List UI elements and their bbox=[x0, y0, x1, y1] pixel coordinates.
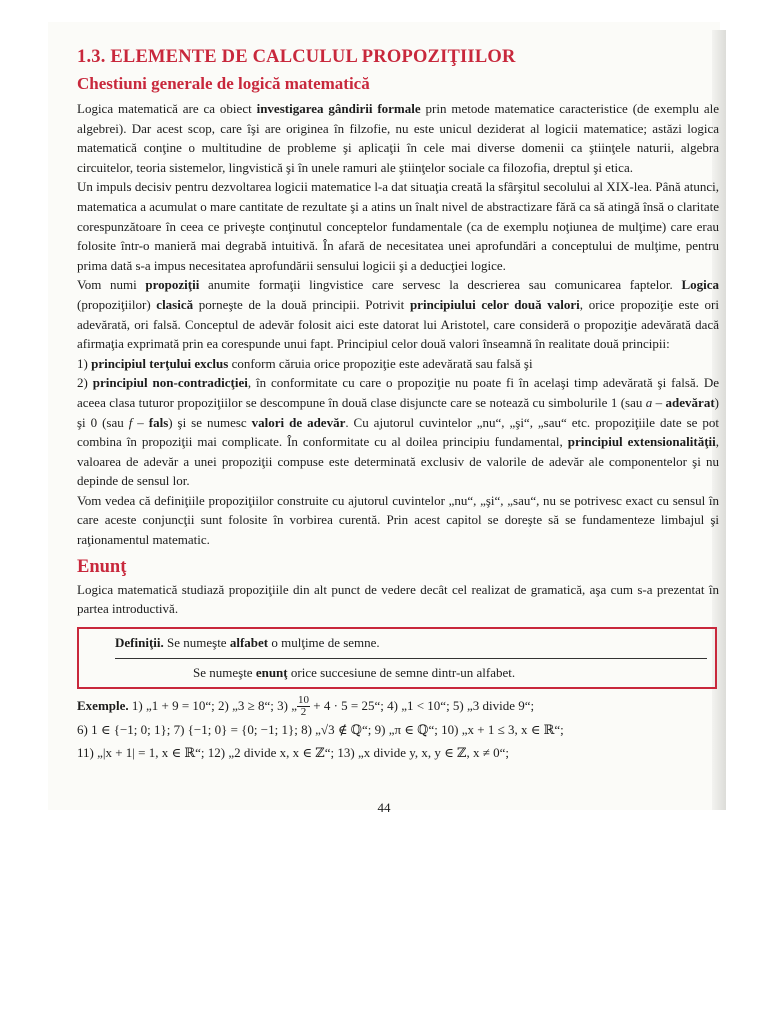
bold-term: principiul terţului exclus bbox=[91, 355, 229, 371]
page-number: 44 bbox=[377, 800, 391, 815]
examples-line-3: 11) „|x + 1| = 1, x ∈ ℝ“; 12) „2 divide x, x ∈ ℤ“; 13) „x divide y, x, y ∈ ℤ, x ≠ 0“; bbox=[77, 745, 510, 761]
text: (propoziţiilor) bbox=[77, 296, 157, 312]
text: Se numeşte bbox=[193, 664, 256, 680]
bold-term: clasică bbox=[156, 296, 194, 312]
fraction-denominator: 2 bbox=[300, 706, 307, 719]
math-var: a bbox=[645, 394, 653, 410]
math-var: f bbox=[128, 414, 133, 430]
definition-box bbox=[77, 627, 717, 689]
text: conform căruia orice propoziţie este adevărată sau falsă şi bbox=[228, 355, 533, 371]
text: ) şi se numesc bbox=[168, 414, 252, 430]
examples-label: Exemple. bbox=[77, 697, 129, 713]
bold-term: adevărat bbox=[665, 394, 715, 410]
bold-term: propoziţii bbox=[145, 277, 200, 293]
paragraph-intro bbox=[77, 99, 719, 177]
text: anumite formaţii lingvistice care servesc la descrierea sau comunicarea faptelor. bbox=[199, 277, 682, 293]
bold-term: principiului celor două valori bbox=[409, 296, 580, 312]
fraction-numerator: 10 bbox=[298, 694, 309, 707]
section-title: 1.3. ELEMENTE DE CALCULUL PROPOZIŢIILOR bbox=[77, 47, 516, 67]
examples-line-1 bbox=[77, 694, 719, 719]
section2-title: Enunţ bbox=[77, 556, 127, 577]
paragraph-conclusion: Vom vedea că definiţiile propoziţiilor construite cu ajutorul cuvintelor „nu“, „şi“, „sau“, nu se potrivesc exact cu sensul în care aceste conjuncţii sunt folosite în vorbirea curentă. Prin acest capitol se doreşte să se fundamenteze limbajul şi raţionamentul matematic. bbox=[77, 492, 719, 548]
text: orice succesiune de semne dintr-un alfabet. bbox=[287, 664, 516, 680]
text: Vom numi bbox=[77, 277, 146, 293]
text: porneşte de la două principii. Potrivit bbox=[193, 296, 410, 312]
text: . Cu ajutorul cuvintelor „nu“, „şi“, „sau“ etc. propoziţiile date se pot combina în propoziţii mai complicate. În conformitate cu al doilea principiu fundamental, bbox=[77, 414, 720, 450]
text: 1) bbox=[77, 355, 92, 371]
text: Logica matematică are ca obiect bbox=[77, 101, 257, 116]
definition-label: Definiţii. bbox=[115, 634, 164, 650]
bold-term: fals bbox=[148, 414, 169, 430]
bold-term: enunţ bbox=[255, 664, 288, 680]
document-page bbox=[77, 44, 719, 764]
bold-term: alfabet bbox=[229, 634, 269, 650]
bold-term: principiul non-contradicţiei bbox=[92, 375, 248, 391]
paragraph-propositions bbox=[77, 275, 719, 353]
bold-term: Logica bbox=[681, 277, 719, 293]
text: ) şi 0 (sau bbox=[77, 394, 719, 430]
text: , orice propoziţie este ori adevărată, ori falsă. Conceptul de adevăr folosit aici este datorat lui Aristotel, care consideră o propoziţie adevărată dacă afirmaţia exprimată prin ea corespunde unui fapt. Principiul celor două valori înseamnă în realitate două principii: bbox=[77, 296, 719, 352]
text: + 4 · 5 = 25“; 4) „1 < 10“; 5) „3 divide 9“; bbox=[310, 697, 535, 713]
definition-enunt bbox=[115, 658, 707, 682]
text: 1) „1 + 9 = 10“; 2) „3 ≥ 8“; 3) „ bbox=[128, 697, 297, 713]
text: – bbox=[132, 414, 149, 430]
text: Se numeşte bbox=[163, 634, 230, 650]
text: prin metode matematice caracteristice (de exemplu ale algebrei). Dar acest scop, care îşi are originea în filzofie, nu este unicul deziderat al logicii matematice; astăzi logica matematică conţine o multitudine de probleme şi aplicaţii în cele mai diverse domenii ca ştiinţele naturii, algebra circuitelor, teoria sistemelor, lingvistică şi în unele ramuri ale ştiinţelor sociale ca filozofia, dreptul şi etica. bbox=[77, 101, 719, 175]
paragraph-history: Un impuls decisiv pentru dezvoltarea logicii matematice l-a dat situaţia creată la sfârşitul secolului al XIX-lea. Până atunci, matematica a acumulat o mare cantitate de rezultate şi a atins un înalt nivel de abstractizare fără ca să atingă însă o claritate corespunzătoare în ceea ce priveşte conţinutul conceptelor fundamentale (ca de exemplu noţiunea de mulţime) care erau folosite într-o manieră mai degrabă intuitivă. În afară de necesitatea unei aprofundări a conceptului de mulţime, pentru prima dată s-a impus necesitatea aprofundării sensului logicii şi a deducţiei logice. bbox=[77, 179, 719, 273]
fraction bbox=[297, 695, 310, 718]
paragraph-principle-1 bbox=[77, 354, 719, 374]
text: o mulţime de semne. bbox=[268, 634, 380, 650]
bold-term: principiul extensionalităţii bbox=[567, 434, 716, 450]
subsection-title: Chestiuni generale de logică matematică bbox=[77, 74, 370, 93]
paragraph-enunt: Logica matematică studiază propoziţiile din alt punct de vedere decât cel realizat de gramatică, aşa cum s-a prezentat în partea introductivă. bbox=[77, 581, 719, 617]
examples-line-2: 6) 1 ∈ {−1; 0; 1}; 7) {−1; 0} = {0; −1; 1}; 8) „√3 ∉ ℚ“; 9) „π ∈ ℚ“; 10) „x + 1 ≤ 3, x ∈ ℝ“; bbox=[77, 722, 564, 738]
text: , valoarea de adevăr a unei propoziţii compuse este determinată exclusiv de valorile de adevăr ale componentelor şi nu depinde de sensul lor. bbox=[77, 434, 720, 489]
bold-term: valori de adevăr bbox=[251, 414, 346, 430]
text: 2) bbox=[77, 375, 93, 391]
text: , în conformitate cu care o propoziţie nu poate fi în acelaşi timp adevărată şi falsă. De aceea clasa tuturor propoziţiilor se descompune în două clase disjuncte care se notează cu simbolurile 1 (sau bbox=[77, 375, 719, 410]
bold-term: investigarea gândirii formale bbox=[256, 101, 421, 116]
text: – bbox=[652, 394, 666, 410]
definition-alfabet bbox=[115, 634, 707, 652]
paragraph-principle-2 bbox=[77, 373, 719, 491]
